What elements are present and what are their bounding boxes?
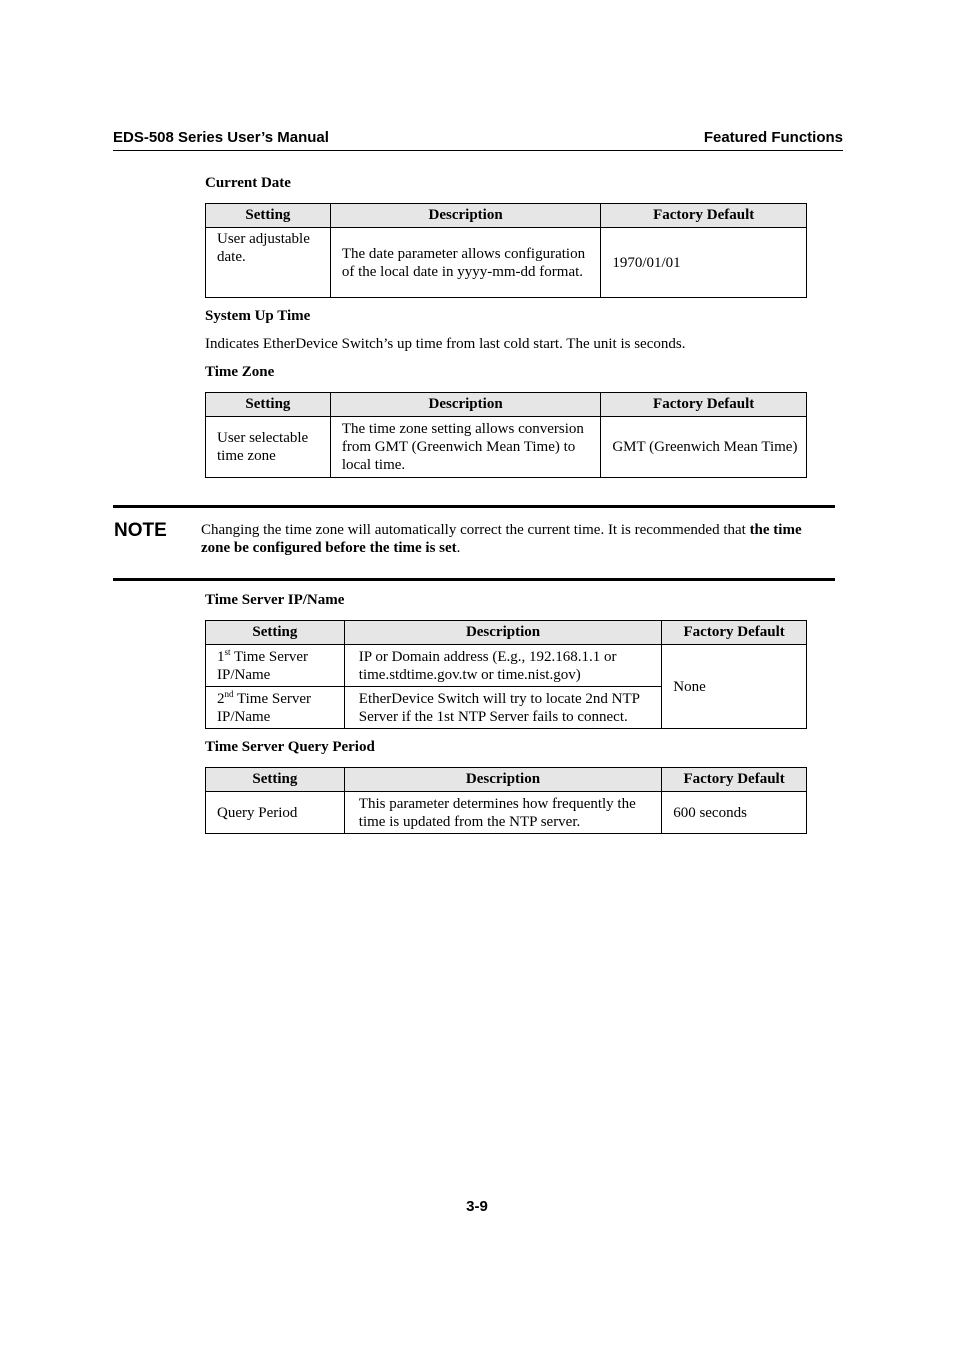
description-cell: The date parameter allows configuration of the local date in yyyy-mm-dd format.	[330, 228, 600, 298]
table-row	[206, 228, 807, 298]
ordinal-suffix: nd	[224, 688, 234, 699]
default-cell: 600 seconds	[662, 792, 807, 834]
time-zone-table	[205, 392, 807, 478]
description-cell: EtherDevice Switch will try to locate 2nd NTP Server if the 1st NTP Server fails to connect.	[344, 687, 661, 729]
setting-label: Time Server IP/Name	[217, 690, 312, 725]
setting-cell: User adjustable date.	[206, 228, 331, 298]
ordinal-number: 1	[217, 648, 225, 665]
column-header: Description	[330, 204, 600, 228]
column-header: Factory Default	[662, 621, 807, 645]
system-up-time-text: Indicates EtherDevice Switch’s up time from last cold start. The unit is seconds.	[205, 336, 686, 352]
table-header-row	[206, 621, 807, 645]
description-cell: IP or Domain address (E.g., 192.168.1.1 or time.stdtime.gov.tw or time.nist.gov)	[344, 645, 661, 687]
current-date-heading: Current Date	[205, 175, 291, 191]
chapter-title: Featured Functions	[703, 129, 843, 146]
note-end: .	[456, 540, 461, 556]
time-server-table	[205, 620, 807, 729]
note-label: NOTE	[114, 520, 167, 541]
page-number: 3-9	[466, 1198, 488, 1215]
table-header-row	[206, 393, 807, 417]
setting-cell: Query Period	[206, 792, 345, 834]
column-header: Setting	[206, 768, 345, 792]
setting-cell: User selectable time zone	[206, 417, 331, 478]
setting-cell	[206, 645, 345, 687]
table-header-row	[206, 204, 807, 228]
setting-cell	[206, 687, 345, 729]
column-header: Description	[330, 393, 600, 417]
note-bottom-rule	[113, 578, 835, 581]
note-top-rule	[113, 505, 835, 508]
current-date-table	[205, 203, 807, 298]
column-header: Factory Default	[662, 768, 807, 792]
default-cell: GMT (Greenwich Mean Time)	[601, 417, 807, 478]
manual-title: EDS-508 Series User’s Manual	[113, 129, 329, 146]
time-zone-heading: Time Zone	[205, 364, 275, 380]
description-cell: This parameter determines how frequently the time is updated from the NTP server.	[344, 792, 661, 834]
time-server-heading: Time Server IP/Name	[205, 592, 345, 608]
note-text	[201, 521, 813, 557]
setting-label: Time Server IP/Name	[217, 648, 309, 683]
page-header	[113, 129, 843, 151]
query-period-table	[205, 767, 807, 834]
system-up-time-heading: System Up Time	[205, 308, 311, 324]
table-row	[206, 417, 807, 478]
note-body: Changing the time zone will automatically correct the current time. It is recommended that	[201, 522, 750, 538]
table-row	[206, 792, 807, 834]
description-cell: The time zone setting allows conversion from GMT (Greenwich Mean Time) to local time.	[330, 417, 600, 478]
column-header: Description	[344, 768, 661, 792]
default-cell: 1970/01/01	[601, 228, 807, 298]
query-period-heading: Time Server Query Period	[205, 739, 375, 755]
note-emphasis: the time zone be configured before the time is set	[201, 522, 802, 556]
table-header-row	[206, 768, 807, 792]
column-header: Description	[344, 621, 661, 645]
default-cell: None	[662, 645, 807, 729]
column-header: Setting	[206, 204, 331, 228]
column-header: Setting	[206, 621, 345, 645]
ordinal-suffix: st	[224, 646, 231, 657]
column-header: Setting	[206, 393, 331, 417]
table-row	[206, 645, 807, 687]
column-header: Factory Default	[601, 393, 807, 417]
column-header: Factory Default	[601, 204, 807, 228]
ordinal-number: 2	[217, 690, 225, 707]
